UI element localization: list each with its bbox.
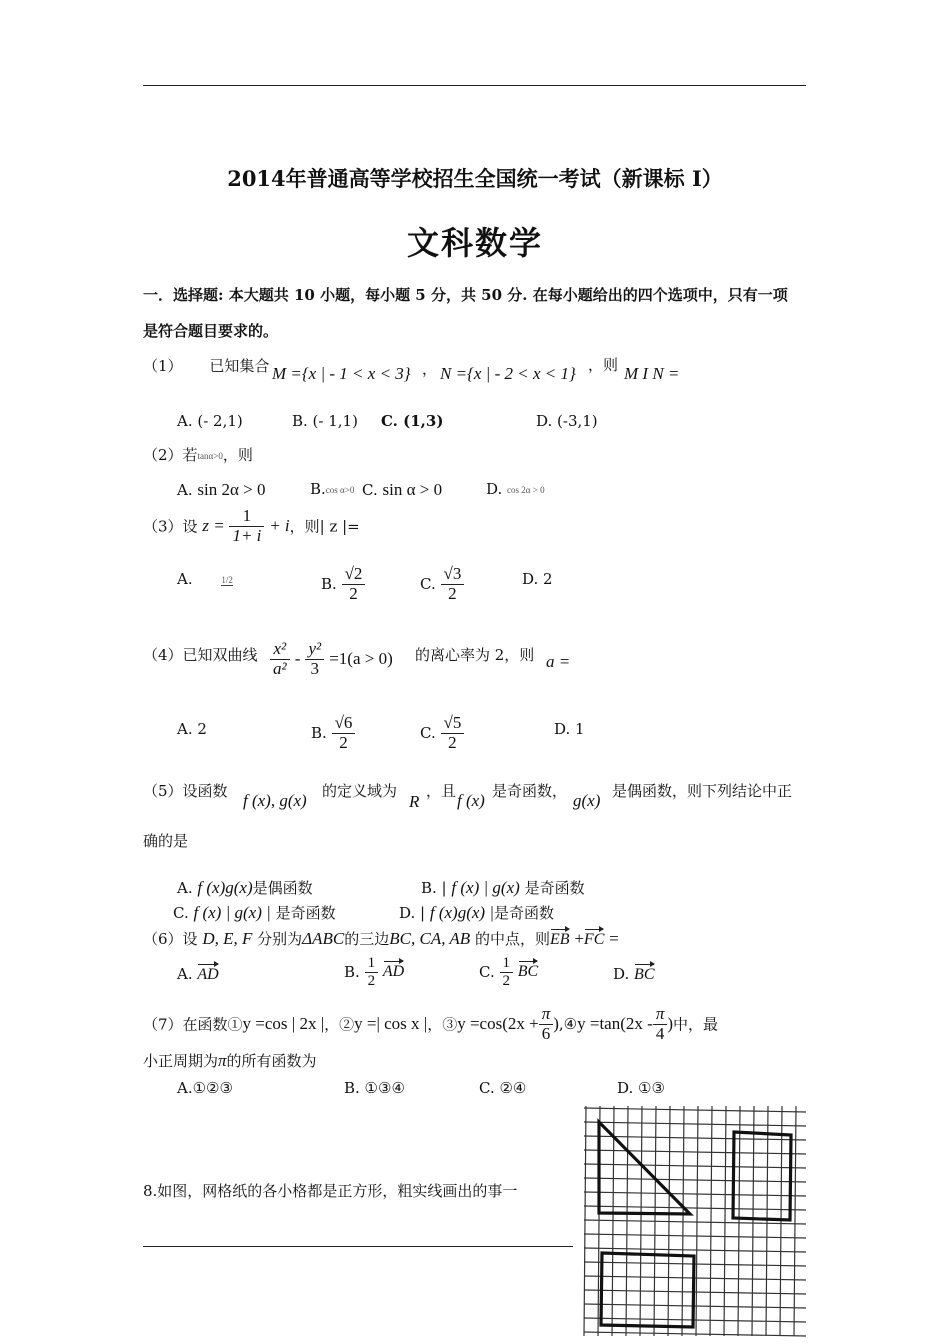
q7-option-d: D. ①③ bbox=[617, 1079, 665, 1097]
q2-condition: tanα>0 bbox=[197, 451, 223, 461]
q7-option-c: C. ②④ bbox=[479, 1079, 527, 1097]
top-rule bbox=[143, 85, 806, 86]
q1-lead: 已知集合 bbox=[209, 357, 270, 375]
q5-option-a: A. f (x)g(x)是偶函数 bbox=[177, 878, 313, 897]
q2-option-b: B.cos α>0 bbox=[310, 480, 355, 498]
q4-option-d: D. 1 bbox=[554, 720, 585, 738]
q1-option-b: B. (- 1,1) bbox=[292, 412, 358, 430]
vector-fc: FC bbox=[583, 931, 605, 948]
exam-title: 2014年普通高等学校招生全国统一考试（新课标 I） bbox=[227, 166, 723, 191]
q2-option-a: A. sin 2α > 0 bbox=[177, 480, 266, 499]
q7-option-b: B. ①③④ bbox=[344, 1079, 405, 1097]
q6-option-a: A. AD bbox=[177, 965, 219, 983]
q3-option-d: D. 2 bbox=[522, 570, 553, 588]
q5-fx: f (x) bbox=[457, 791, 485, 810]
q1-set-n: N ={x | - 2 < x < 1} bbox=[440, 364, 576, 383]
q2-lead: （2）若 bbox=[143, 446, 198, 464]
q5-text-1: 的定义域为 bbox=[322, 782, 398, 800]
q2-then: ，则 bbox=[222, 446, 253, 464]
q7-line-2: 小正周期为π的所有函数为 bbox=[143, 1051, 317, 1070]
q3-option-a-expr: 1/2 bbox=[221, 574, 233, 585]
q4-option-c: C. $\frac{√5}{2}$ bbox=[420, 714, 464, 752]
q1-number: （1） bbox=[143, 357, 183, 375]
question-6: （6）设 D, E, F 分别为ΔABC的三边BC, CA, AB 的中点，则EB +FC = bbox=[143, 929, 619, 948]
q1-option-c: C. (1,3) bbox=[381, 412, 444, 430]
q1-ask: M I N = bbox=[624, 364, 680, 383]
q3-fraction: $\frac{1}{1+ i}$ bbox=[229, 507, 264, 545]
q2-option-b-expr: cos α>0 bbox=[325, 485, 355, 495]
question-1 bbox=[143, 355, 269, 376]
q4-option-b: B. $\frac{√6}{2}$ bbox=[311, 714, 355, 752]
section-heading-cont: 是符合题目要求的。 bbox=[143, 322, 279, 340]
question-8: 8.如图，网格纸的各小格都是正方形，粗实线画出的事一 bbox=[143, 1182, 518, 1200]
q6-option-b: B. $\frac{1}{2}$ AD bbox=[344, 955, 405, 989]
q2-option-d: D. cos 2α > 0 bbox=[486, 480, 545, 498]
q5-text-3: 是奇函数， bbox=[492, 782, 568, 800]
q5-option-b: B. | f (x) | g(x) 是奇函数 bbox=[421, 878, 585, 897]
q1-sep: ， bbox=[422, 360, 438, 378]
q4-option-a: A. 2 bbox=[177, 720, 207, 738]
q1-option-a: A. (- 2,1) bbox=[177, 412, 243, 430]
q2-option-a-expr: sin 2α > 0 bbox=[197, 480, 266, 499]
q6-option-c: C. $\frac{1}{2}$ BC bbox=[479, 955, 539, 989]
question-2 bbox=[143, 444, 253, 465]
q4-lead: （4）已知双曲线 bbox=[143, 646, 258, 664]
bottom-rule bbox=[143, 1246, 573, 1247]
grid-figure bbox=[578, 1102, 818, 1342]
vector-eb: EB bbox=[550, 931, 570, 948]
q5-lead: （5）设函数 bbox=[143, 782, 228, 800]
q5-line-2: 确的是 bbox=[143, 832, 189, 850]
q5-gx: g(x) bbox=[573, 791, 601, 810]
q2-option-c-expr: sin α > 0 bbox=[382, 480, 443, 499]
q5-funcs: f (x), g(x) bbox=[243, 791, 307, 810]
q5-option-c: C. f (x) | g(x) | 是奇函数 bbox=[173, 903, 336, 922]
q7-option-a: A.①②③ bbox=[177, 1079, 233, 1097]
q5-text-4: 是偶函数，则下列结论中正 bbox=[612, 782, 793, 800]
q5-domain: R bbox=[409, 792, 420, 811]
section-heading: 一．选择题: 本大题共 10 小题，每小题 5 分，共 50 分. 在每小题给出的四个选项中，只有一项 bbox=[143, 286, 788, 304]
upper-rectangle-shape bbox=[733, 1132, 791, 1220]
q5-option-d: D. | f (x)g(x) |是奇函数 bbox=[399, 903, 555, 922]
exam-subtitle: 文科数学 bbox=[406, 224, 543, 262]
q6-option-d: D. BC bbox=[613, 965, 655, 983]
q3-option-b: B. $\frac{√2}{2}$ bbox=[321, 565, 365, 603]
question-7: （7）在函数①y =cos | 2x |，②y =| cos x |，③y =cos(2x + $\frac{\pi}{6}$ ),④y =tan(2x - $\frac{\pi}{4}$ )中，最 bbox=[143, 1004, 719, 1043]
q1-option-d: D. (-3,1) bbox=[536, 412, 598, 430]
q1-then: ，则 bbox=[588, 356, 619, 374]
q5-text-2: ，且 bbox=[426, 782, 457, 800]
q3-option-a: A. 1/2 bbox=[177, 570, 233, 588]
q4-equation: $\frac{\text{x²}}{\text{a²}}$ - $\frac{\text{y²}}{3}$ =1(a > 0) bbox=[270, 640, 393, 678]
q1-set-m: M ={x | - 1 < x < 3} bbox=[272, 364, 411, 383]
q3-option-c: C. $\frac{√3}{2}$ bbox=[420, 565, 464, 603]
question-3: （3）设 z = $\frac{1}{1+ i}$ + i，则| z |= bbox=[143, 506, 360, 545]
q2-option-c: C. sin α > 0 bbox=[362, 480, 443, 499]
q2-option-d-expr: cos 2α > 0 bbox=[507, 485, 545, 495]
q4-ask: a = bbox=[546, 652, 571, 671]
q4-mid: 的离心率为 2，则 bbox=[415, 646, 535, 664]
